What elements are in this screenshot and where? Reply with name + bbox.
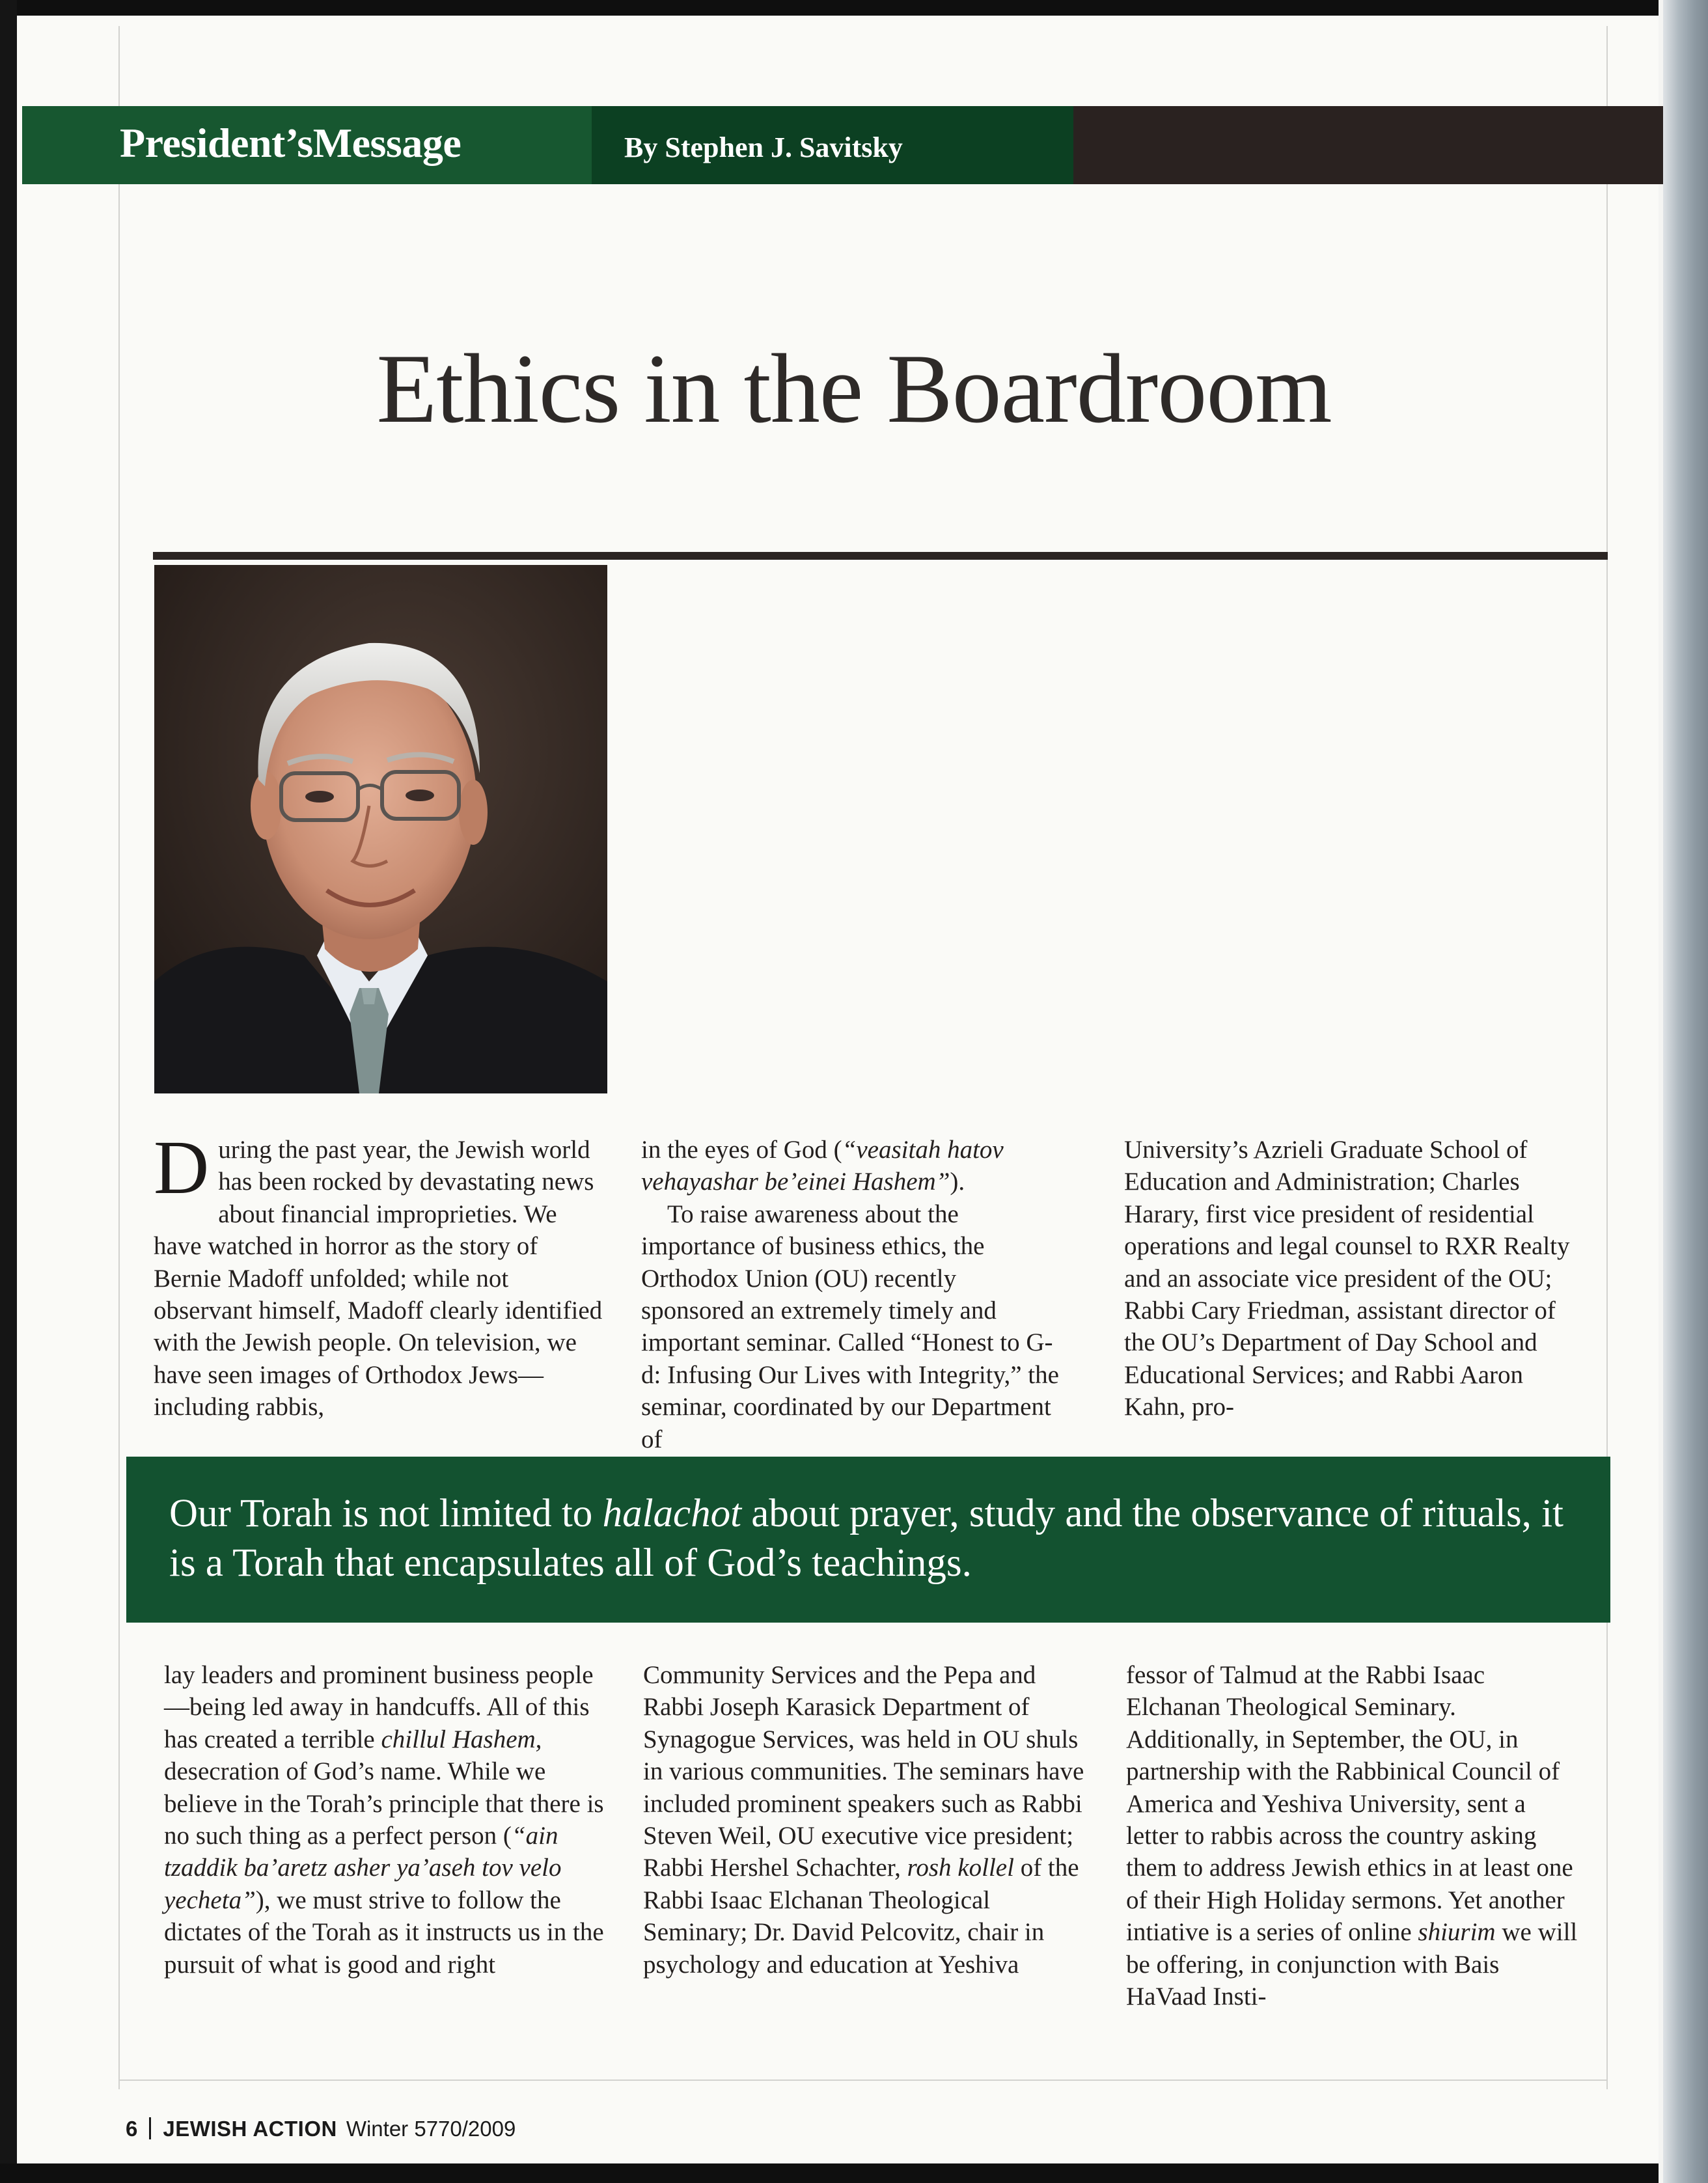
magazine-name: JEWISH ACTION [163,2117,337,2141]
headline-rule [153,552,1608,560]
body-text: lay leaders and prominent business people—being led away in handcuffs. All of this has created a terrible [164,1661,594,1753]
cover-edge [1663,0,1708,2183]
byline: By Stephen J. Savitsky [624,131,903,163]
body-column-1-bottom [164,1659,607,1981]
pull-quote-italic: halachot [602,1492,742,1535]
italic-text: chillul Hashem, [381,1725,542,1753]
body-text: Community Services and the Pepa and Rabbi Joseph Karasick Department of Synagogue Services, was held in OU shuls in various communities. The seminars have included prominent speakers such as Rabbi Steven Weil, OU executive vice president; Rabbi Hershel Schachter, [643,1661,1084,1882]
page-number: 6 [126,2117,138,2141]
body-column-2-top [641,1134,1064,1455]
body-text: ). [950,1168,965,1196]
body-text: we will be offering, in conjunction with Bais HaVaad Insti- [1126,1918,1578,2011]
body-column-3-top [1124,1134,1580,1423]
body-column-2-bottom [643,1659,1086,1981]
pull-quote-text: Our Torah is not limited to [169,1492,603,1535]
body-text: uring the past year, the Jewish world has been rocked by devastating news about financial improprieties. We have watched in horror as the story of Bernie Madoff unfolded; while not observant himself, Madoff clearly identified with the Jewish people. On television, we have seen images of Orthodox Jews—including rabbis, [154,1136,603,1421]
section-title: President’sMessage [120,120,461,166]
page-footer [126,2117,516,2141]
italic-text: “ain tzaddik ba’aretz asher ya’aseh tov velo yecheta” [164,1822,562,1914]
italic-text: rosh kollel [907,1854,1014,1882]
body-text: fessor of Talmud at the Rabbi Isaac Elchanan Theological Seminary. Additionally, in September, the OU, in partnership with the Rabbinical Council of America and Yeshiva University, sent a letter to rabbis across the country asking them to address Jewish ethics in at least one of their High Holiday sermons. Yet another intiative is a series of online [1126,1661,1573,1947]
scan-border-top [0,0,1708,16]
body-column-1-top [154,1125,609,1423]
issue-date: Winter 5770/2009 [346,2117,516,2141]
body-text: University’s Azrieli Graduate School of Education and Administration; Charles Harary, first vice president of residential operations and legal counsel to RXR Realty and an associate vice president of the OU; Rabbi Cary Friedman, assistant director of the OU’s Department of Day School and Educational Services; and Rabbi Aaron Kahn, pro- [1124,1136,1570,1421]
pull-quote [126,1457,1610,1623]
body-text: in the eyes of God ( [641,1136,842,1164]
body-text: of the Rabbi Isaac Elchanan Theological Seminary; Dr. David Pelcovitz, chair in psychology and education at Yeshiva [643,1854,1079,1979]
portrait-photo [154,565,607,1093]
italic-text: shiurim [1418,1918,1496,1947]
body-text: desecration of God’s name. While we believe in the Torah’s principle that there is no such thing as a perfect person ( [164,1757,604,1850]
scan-border-bottom [0,2163,1708,2183]
scan-border-left [0,0,17,2183]
body-column-3-bottom [1126,1659,1582,2012]
article-headline: Ethics in the Boardroom [376,334,1332,443]
body-text: To raise awareness about the importance of business ethics, the Orthodox Union (OU) recently sponsored an extremely timely and important seminar. Called “Honest to G-d: Infusing Our Lives with Integrity,” the seminar, coordinated by our Department of [641,1200,1059,1453]
section-header-band [22,106,1663,184]
trim-line [118,2080,1608,2081]
italic-text: “veasitah hatov vehayashar be’einei Hashem” [641,1136,1004,1196]
footer-divider [149,2117,151,2139]
drop-cap: D [154,1125,210,1210]
body-text: ), we must strive to follow the dictates of the Torah as it instructs us in the pursuit of what is good and right [164,1886,604,1979]
pull-quote-text: about prayer, study and the observance of rituals, it is a Torah that encapsulates all of God’s teachings. [169,1492,1563,1585]
